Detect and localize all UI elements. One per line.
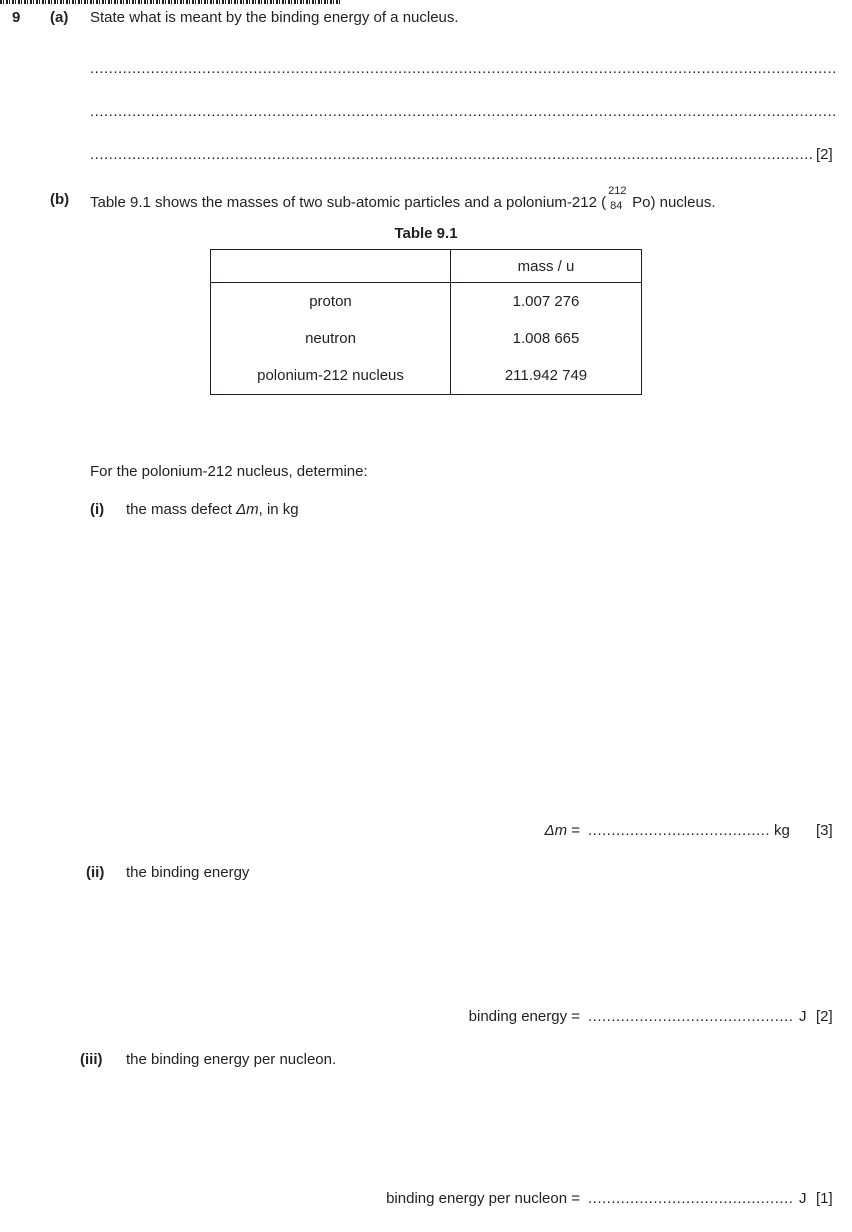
sub-iii-unit: J [799,1190,807,1207]
part-a-label: (a) [50,9,69,26]
sub-ii-answer-line[interactable] [588,1008,792,1025]
nuclide-notation [606,185,632,212]
sub-ii-label: (ii) [86,864,105,881]
sub-i-prompt [126,501,299,518]
sub-i-label: (i) [90,501,105,518]
sub-i-prompt-suffix: , in kg [258,501,299,518]
part-b-prompt-after: ) nucleus. [650,194,716,211]
table-caption: Table 9.1 [394,225,458,242]
sub-iii-marks: [1] [816,1190,833,1207]
sub-ii-marks: [2] [816,1008,833,1025]
answer-line-a1[interactable] [90,60,838,77]
sub-i-answer-line[interactable] [588,822,769,839]
sub-iii-answer-label: binding energy per nucleon = [386,1190,580,1207]
barcode-strip [0,0,342,4]
table-row [211,320,642,357]
answer-line-a3[interactable] [90,146,812,163]
question-number: 9 [12,9,21,26]
table-cell-mass: 1.008 665 [451,320,642,357]
table-header-row [211,250,642,283]
sub-i-answer-equals: = [567,822,580,839]
sub-ii-unit: J [799,1008,807,1025]
table-header-cell [211,250,451,283]
sub-i-answer-variable: Δm [544,822,568,839]
nuclide-atomic-number: 84 [610,200,623,212]
part-b-label: (b) [50,191,70,208]
part-a-marks: [2] [816,146,833,163]
table-row [211,283,642,321]
table-header-cell: mass / u [451,250,642,283]
table-row [211,357,642,395]
nuclide-symbol: Po [632,194,651,211]
sub-i-variable: Δm [236,501,259,518]
sub-i-answer-label [400,822,580,839]
answer-line-a2[interactable] [90,103,838,120]
sub-ii-answer-label: binding energy = [468,1008,580,1025]
nuclide-mass-number: 212 [608,185,627,197]
table-9-1 [210,249,642,395]
table-cell-mass: 211.942 749 [451,357,642,395]
sub-i-marks: [3] [816,822,833,839]
table-cell-particle: polonium-212 nucleus [211,357,451,395]
table-cell-particle: proton [211,283,451,321]
sub-iii-answer-line[interactable] [588,1190,792,1207]
sub-iii-label: (iii) [80,1051,103,1068]
sub-i-prompt-text: the mass defect [126,501,237,518]
part-b-prompt-before: Table 9.1 shows the masses of two sub-atomic particles and a polonium-212 ( [90,194,607,211]
part-b-prompt [90,185,716,212]
sub-ii-prompt: the binding energy [126,864,250,881]
sub-iii-prompt: the binding energy per nucleon. [126,1051,337,1068]
table-cell-particle: neutron [211,320,451,357]
part-b-intro: For the polonium-212 nucleus, determine: [90,463,368,480]
table-cell-mass: 1.007 276 [451,283,642,321]
part-a-prompt: State what is meant by the binding energy of a nucleus. [90,9,459,26]
sub-i-unit: kg [774,822,790,839]
